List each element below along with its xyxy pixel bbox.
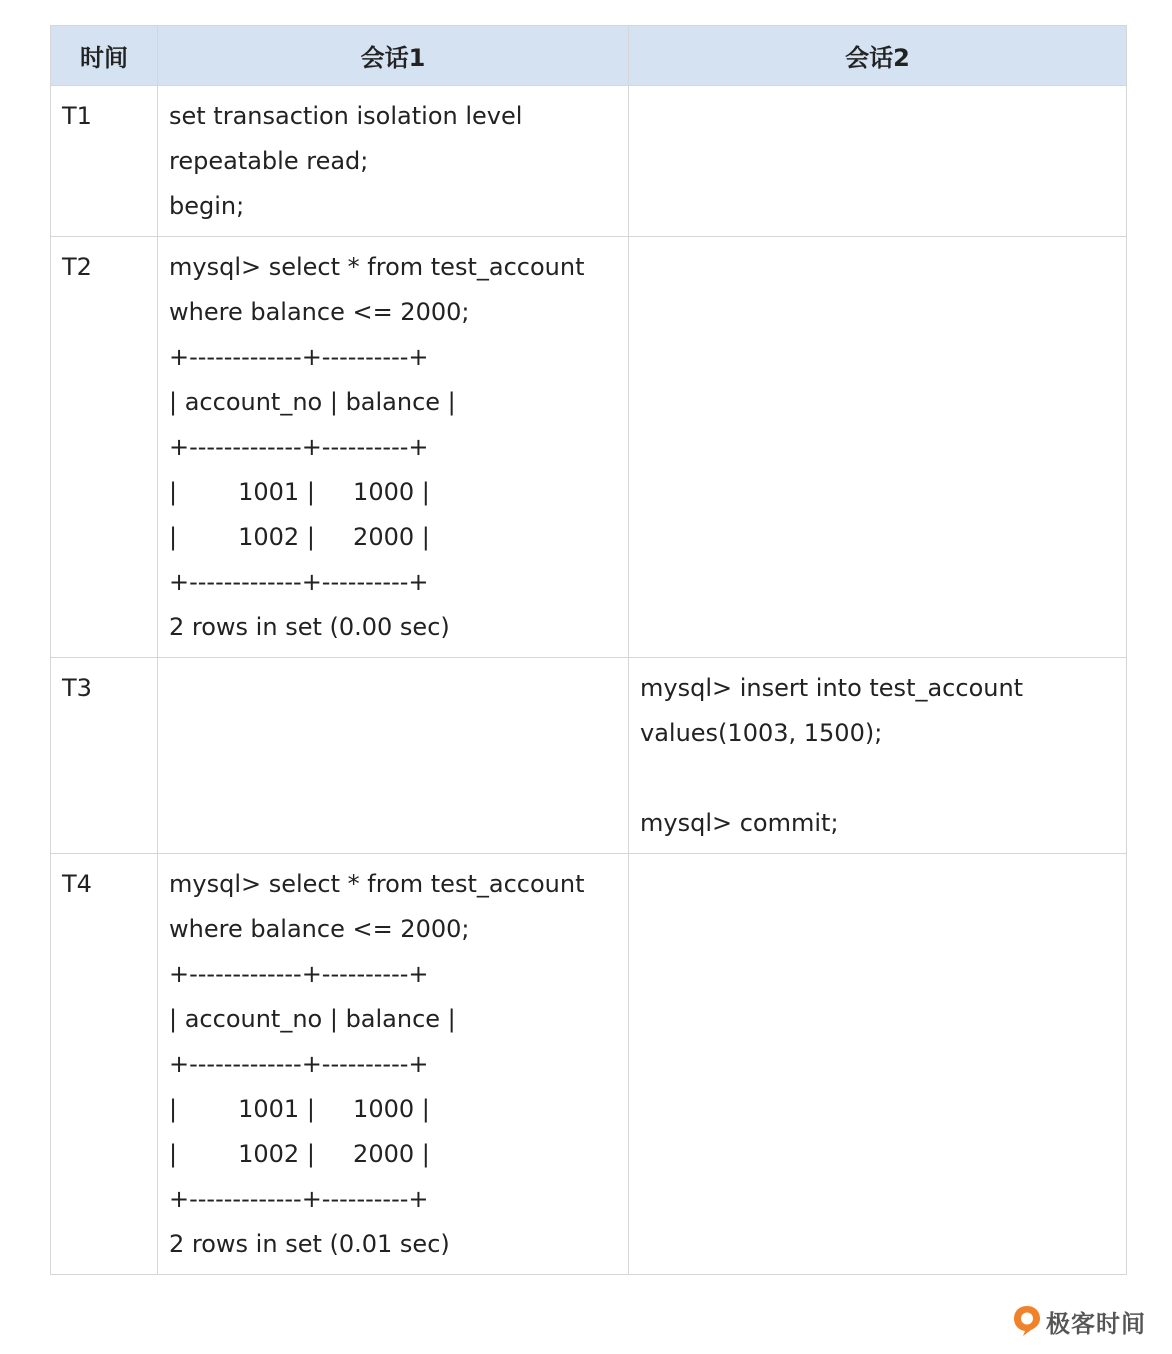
session-1-cell <box>158 658 629 854</box>
geektime-logo-icon <box>1012 1304 1042 1338</box>
session-2-cell <box>629 658 1127 854</box>
code-line: mysql> insert into test_account <box>640 674 1024 702</box>
result-row-line: | 1002 | 2000 | <box>169 523 430 551</box>
result-header-line: | account_no | balance | <box>169 388 456 416</box>
table-row <box>51 86 1127 237</box>
result-border-line: +-------------+----------+ <box>169 1050 429 1078</box>
session-1-cell <box>158 86 629 237</box>
result-border-line: +-------------+----------+ <box>169 568 429 596</box>
time-cell: T4 <box>51 854 158 1275</box>
code-line: where balance <= 2000; <box>169 915 470 943</box>
header-session-1: 会话1 <box>158 26 629 86</box>
result-border-line: +-------------+----------+ <box>169 1185 429 1213</box>
result-row-line: | 1001 | 1000 | <box>169 478 430 506</box>
session-1-cell <box>158 237 629 658</box>
code-line: values(1003, 1500); <box>640 719 883 747</box>
time-cell: T1 <box>51 86 158 237</box>
code-line: where balance <= 2000; <box>169 298 470 326</box>
code-line: begin; <box>169 192 245 220</box>
header-row <box>51 26 1127 86</box>
time-cell: T3 <box>51 658 158 854</box>
session-2-cell <box>629 237 1127 658</box>
session-2-cell <box>629 86 1127 237</box>
code-line: repeatable read; <box>169 147 369 175</box>
code-line: mysql> select * from test_account <box>169 870 585 898</box>
table-row <box>51 658 1127 854</box>
code-line: set transaction isolation level <box>169 102 523 130</box>
logo-text: 极客时间 <box>1046 1309 1146 1338</box>
isolation-timeline-table <box>50 25 1127 1275</box>
result-row-line: | 1001 | 1000 | <box>169 1095 430 1123</box>
result-border-line: +-------------+----------+ <box>169 433 429 461</box>
result-summary-line: 2 rows in set (0.01 sec) <box>169 1230 450 1258</box>
result-border-line: +-------------+----------+ <box>169 960 429 988</box>
code-line: mysql> commit; <box>640 809 839 837</box>
table-row <box>51 854 1127 1275</box>
result-row-line: | 1002 | 2000 | <box>169 1140 430 1168</box>
session-1-cell <box>158 854 629 1275</box>
session-2-cell <box>629 854 1127 1275</box>
result-summary-line: 2 rows in set (0.00 sec) <box>169 613 450 641</box>
blank-line <box>640 756 1116 801</box>
result-border-line: +-------------+----------+ <box>169 343 429 371</box>
header-session-2: 会话2 <box>629 26 1127 86</box>
header-time: 时间 <box>51 26 158 86</box>
result-header-line: | account_no | balance | <box>169 1005 456 1033</box>
code-line: mysql> select * from test_account <box>169 253 585 281</box>
geektime-logo <box>1012 1303 1146 1339</box>
table-row <box>51 237 1127 658</box>
time-cell: T2 <box>51 237 158 658</box>
